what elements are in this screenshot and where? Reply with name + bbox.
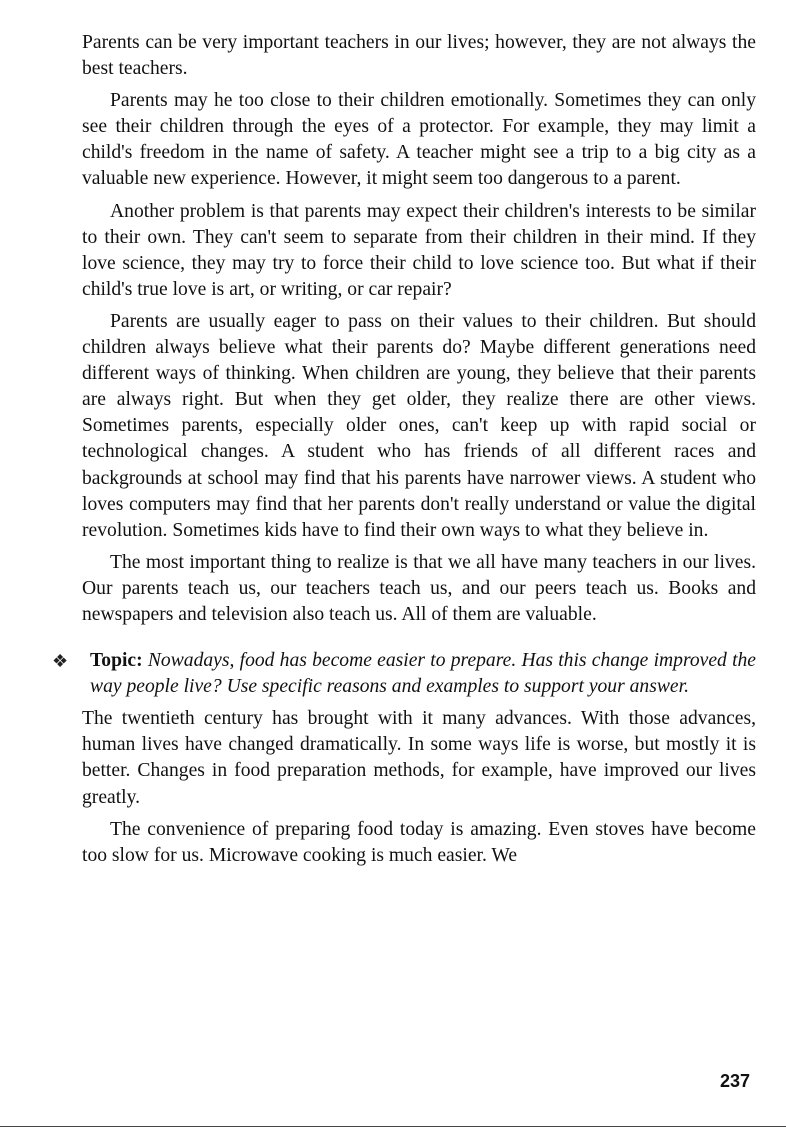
topic-label: Topic: xyxy=(90,650,148,672)
bottom-divider xyxy=(0,1126,786,1127)
paragraph-emotional-closeness: Parents may he too close to their children emotionally. Sometimes they can only see their children through the eyes of a protector. For example, they may limit a child's freedom in the name of safety. A teacher might see a trip to a big city as a valuable new experience. However, it might seem too dangerous to a parent. xyxy=(82,90,756,190)
document-page xyxy=(52,30,757,875)
paragraph-interests: Another problem is that parents may expect their children's interests to be similar to their own. They can't seem to separate from their children in their mind. If they love science, they may try to force their child to love science too. But what if their child's true love is art, or writing, or car repair? xyxy=(82,200,756,300)
diamond-bullet-icon: ❖ xyxy=(52,651,69,672)
paragraph-intro: Parents can be very important teachers in our lives; however, they are not always the best teachers. xyxy=(82,32,756,80)
paragraph-conclusion: The most important thing to realize is that we all have many teachers in our lives. Our parents teach us, our teachers teach us, and our peers teach us. Books and newspapers and television also teach us. All of them are valuable. xyxy=(82,551,756,625)
topic-prompt xyxy=(52,648,757,700)
paragraph-essay-intro: The twentieth century has brought with it many advances. With those advances, human lives have changed dramatically. In some ways life is worse, but mostly it is better. Changes in food preparation methods, for example, have improved our lives greatly. xyxy=(82,708,756,808)
paragraph-convenience: The convenience of preparing food today is amazing. Even stoves have become too slow for us. Microwave cooking is much easier. We xyxy=(82,818,756,866)
page-number: 237 xyxy=(719,1071,750,1091)
topic-question: Nowadays, food has become easier to prepare. Has this change improved the way people live? Use specific reasons and examples to support your answer. xyxy=(90,650,757,698)
paragraph-values: Parents are usually eager to pass on their values to their children. But should children always believe what their parents do? Maybe different generations need different ways of thinking. When children are young, they believe that their parents are always right. But when they get older, they realize there are other views. Sometimes parents, especially older ones, can't keep up with rapid social or technological changes. A student who has friends of all different races and backgrounds at school may find that his parents have narrower views. A student who loves computers may find that her parents don't really understand or value the digital revolution. Sometimes kids have to find their own ways to what they believe in. xyxy=(82,310,756,541)
